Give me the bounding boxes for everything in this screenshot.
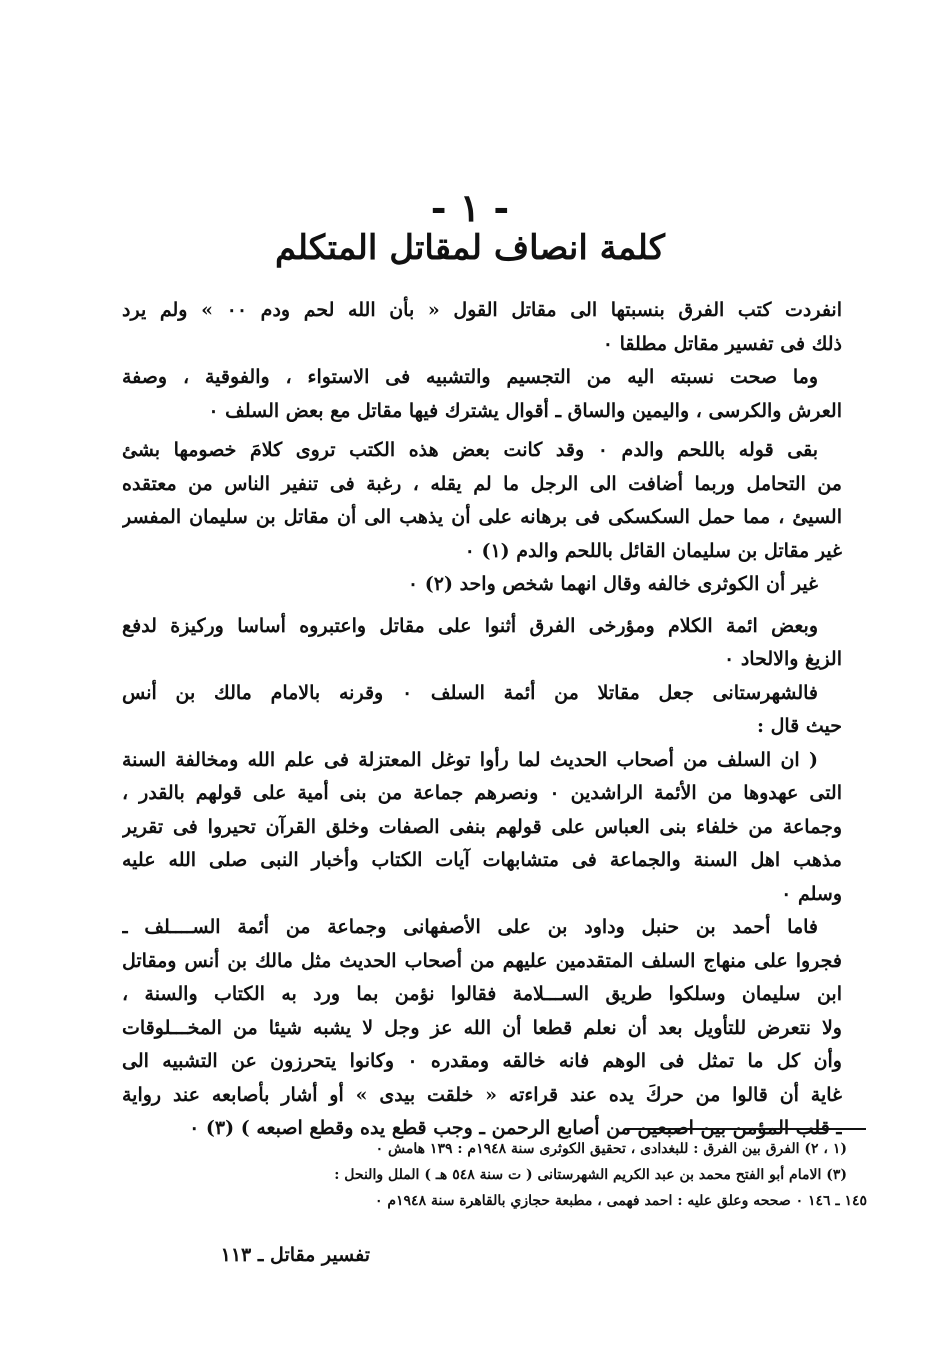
footnotes bbox=[122, 1136, 867, 1214]
body-line: وأن كل ما تمثل فى الوهم فانه خالقه ومقدره ٠ وكانوا يتحرزون عن التشبيه الى bbox=[122, 1050, 842, 1072]
body-line: غاية أن قالوا من حركَ يده عند قراءته « خلقت بيدى » أو أشار بأصابعه عند رواية bbox=[122, 1083, 842, 1106]
body-line: من التحامل وربما أضافت الى الرجل ما لم يقله ، رغبة فى تنفير الناس من معتقده bbox=[122, 472, 842, 495]
body-line: وبعض ائمة الكلام ومؤرخى الفرق أثنوا على مقاتل واعتبروه أساسا وركيزة لدفع bbox=[122, 614, 818, 637]
body-line: غير أن الكوثرى خالفه وقال انهما شخص واحد (٢) ٠ bbox=[407, 573, 818, 595]
body-line: فجروا على منهاج السلف المتقدمين عليهم من أصحاب الحديث مثل مالك بن أنس ومقاتل bbox=[122, 949, 842, 972]
body-line: العرش والكرسى ، واليمين والساق ـ أقوال يشترك فيها مقاتل مع بعض السلف ٠ bbox=[208, 399, 842, 422]
body-line: الزيغ والالحاد ٠ bbox=[724, 648, 842, 670]
body-line: ( ان السلف من أصحاب الحديث لما رأوا توغل المعتزلة فى علم الله ومخالفة السنة bbox=[122, 748, 818, 771]
body-line: وما صحت نسبته اليه من التجسيم والتشبيه فى الاستواء ، والفوقية ، وصفة bbox=[122, 366, 818, 388]
body-line: وجماعة من خلفاء بنى العباس على قولهم بنفى الصفات وخلق القرآن تحيروا فى تقرير bbox=[122, 815, 842, 838]
footnote: (١ ، ٢) الفرق بين الفرق : للبغدادى ، تحقيق الكوثرى سنة ١٩٤٨م : ١٣٩ هامش ٠ bbox=[375, 1141, 847, 1157]
footnote: ١٤٥ ـ ١٤٦ ٠ صححه وعلق عليه : احمد فهمى ، مطبعة حجازي بالقاهرة سنة ١٩٤٨م ٠ bbox=[374, 1193, 867, 1209]
body-line: غير مقاتل بن سليمان القائل باللحم والدم (١) ٠ bbox=[464, 539, 842, 562]
page-footer: تفسير مقاتل ـ ١١٣ bbox=[220, 1244, 370, 1266]
body-line: ابن سليمان وسلكوا طريق الســـلامة فقالوا نؤمن بما ورد به الكتاب والسنة ، bbox=[122, 983, 842, 1005]
body-line: ـ قلب المؤمن بين اصبعين من أصابع الرحمن ـ وجب قطع يده وقطع اصبعه ) (٣) ٠ bbox=[189, 1117, 842, 1139]
body-text bbox=[122, 294, 842, 1146]
footnote: (٣) الامام أبو الفتح محمد بن عبد الكريم الشهرستانى ( ت سنة ٥٤٨ هـ ) الملل والنحل : bbox=[334, 1167, 847, 1183]
body-line: السيئ ، مما حمل السكسكى فى برهانه على أن يذهب الى أن مقاتل بن سليمان المفسر bbox=[122, 506, 842, 528]
page-title: كلمة انصاف لمقاتل المتكلم bbox=[274, 228, 665, 268]
body-line: انفردت كتب الفرق بنسبتها الى مقاتل القول « بأن الله لحم ودم ٠٠ » ولم يرد bbox=[122, 299, 842, 321]
body-line: بقى قوله باللحم والدم ٠ وقد كانت بعض هذه الكتب تروى كلامَ خصومها بشئ bbox=[122, 439, 818, 461]
body-line: التى عهدوها من الأئمة الراشدين ٠ ونصرهم جماعة من بنى أمية على قولهم بالقدر ، bbox=[122, 782, 842, 804]
body-line: فالشهرستانى جعل مقاتلا من أئمة السلف ٠ وقرنه بالامام مالك بن أنس bbox=[122, 681, 818, 704]
section-number: - ١ - bbox=[430, 185, 510, 230]
footnote-divider bbox=[626, 1128, 866, 1130]
body-line: مذهب اهل السنة والجماعة فى متشابهات آيات الكتاب وأخبار النبى صلى الله عليه bbox=[122, 849, 842, 871]
body-line: حيث قال : bbox=[756, 715, 842, 737]
body-line: ولا نتعرض للتأويل بعد أن نعلم قطعا أن الله عز وجل لا يشبه شيئا من المخـــلوقات bbox=[122, 1016, 842, 1039]
body-line: فاما أحمد بن حنبل وداود بن على الأصفهانى وجماعة من أئمة الســــلف ـ bbox=[122, 916, 818, 938]
body-line: وسلم ٠ bbox=[781, 882, 842, 905]
body-line: ذلك فى تفسير مقاتل مطلقا ٠ bbox=[602, 332, 842, 355]
